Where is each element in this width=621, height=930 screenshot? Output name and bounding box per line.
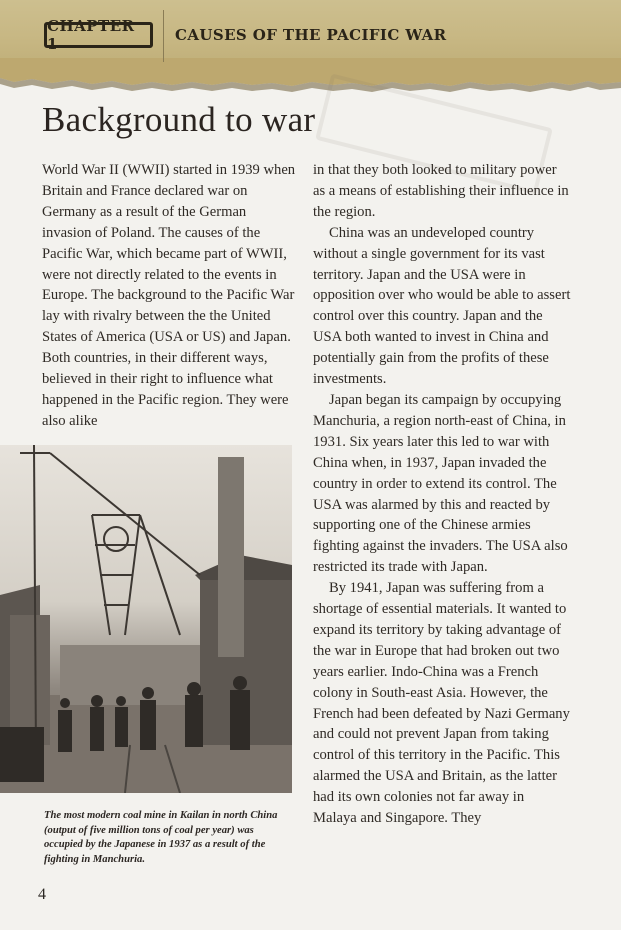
chapter-title: CAUSES OF THE PACIFIC WAR [175, 26, 447, 44]
torn-paper-edge [0, 58, 621, 98]
right-paragraph-3: Japan began its campaign by occupying Manchuria, a region north-east of China, in 1931. Six years later this led to war with China when, in 1937, Japan invaded the country in order to extend its control. The USA was alarmed by this and reacted by supporting one of the Chinese armies fighting against the invaders. The USA also restricted its trade with Japan. [313, 391, 568, 576]
page-number: 4 [38, 886, 46, 903]
right-column [313, 160, 571, 829]
photo-caption: The most modern coal mine in Kailan in north China (output of five million tons of coal per year) was occupied by the Japanese in 1937 as a result of the fighting in Manchuria. [44, 810, 278, 865]
coal-mine-photo [0, 445, 292, 793]
header-divider [163, 10, 164, 62]
right-paragraph-4: By 1941, Japan was suffering from a shortage of essential materials. It wanted to expand its territory by taking advantage of the war in Europe that had broken out two years earlier. Indo-China was a French colony in South-east Asia. However, the French had been defeated by Nazi Germany and could not prevent Japan from taking control of this territory in the Pacific. This alarmed the USA and Britain, as the latter had its own colonies not far away in Malaya and Singapore. They [313, 580, 570, 827]
right-paragraph-2: China was an undeveloped country without a single government for its vast territory. Japan and the USA were in opposition over who would be able to assert control over this country. Japan and the USA both wanted to invest in China and potentially gain from the profits of these investments. [313, 224, 571, 388]
chapter-label: CHAPTER 1 [44, 22, 153, 48]
page-heading: Background to war [42, 100, 316, 139]
left-column [42, 160, 297, 432]
left-paragraph: World War II (WWII) started in 1939 when Britain and France declared war on Germany as a result of the German invasion of Poland. The causes of the Pacific War, which became part of WWII, were not directly related to the events in Europe. The background to the Pacific War lay with rivalry between the the United States of America (USA or US) and Japan. Both countries, in their different ways, believed in their right to influence what happened in the Pacific region. They were also alike [42, 162, 296, 429]
coal-mine-illustration [0, 445, 292, 793]
right-paragraph-1: in that they both looked to military power as a means of establishing their influence in the region. [313, 162, 569, 220]
